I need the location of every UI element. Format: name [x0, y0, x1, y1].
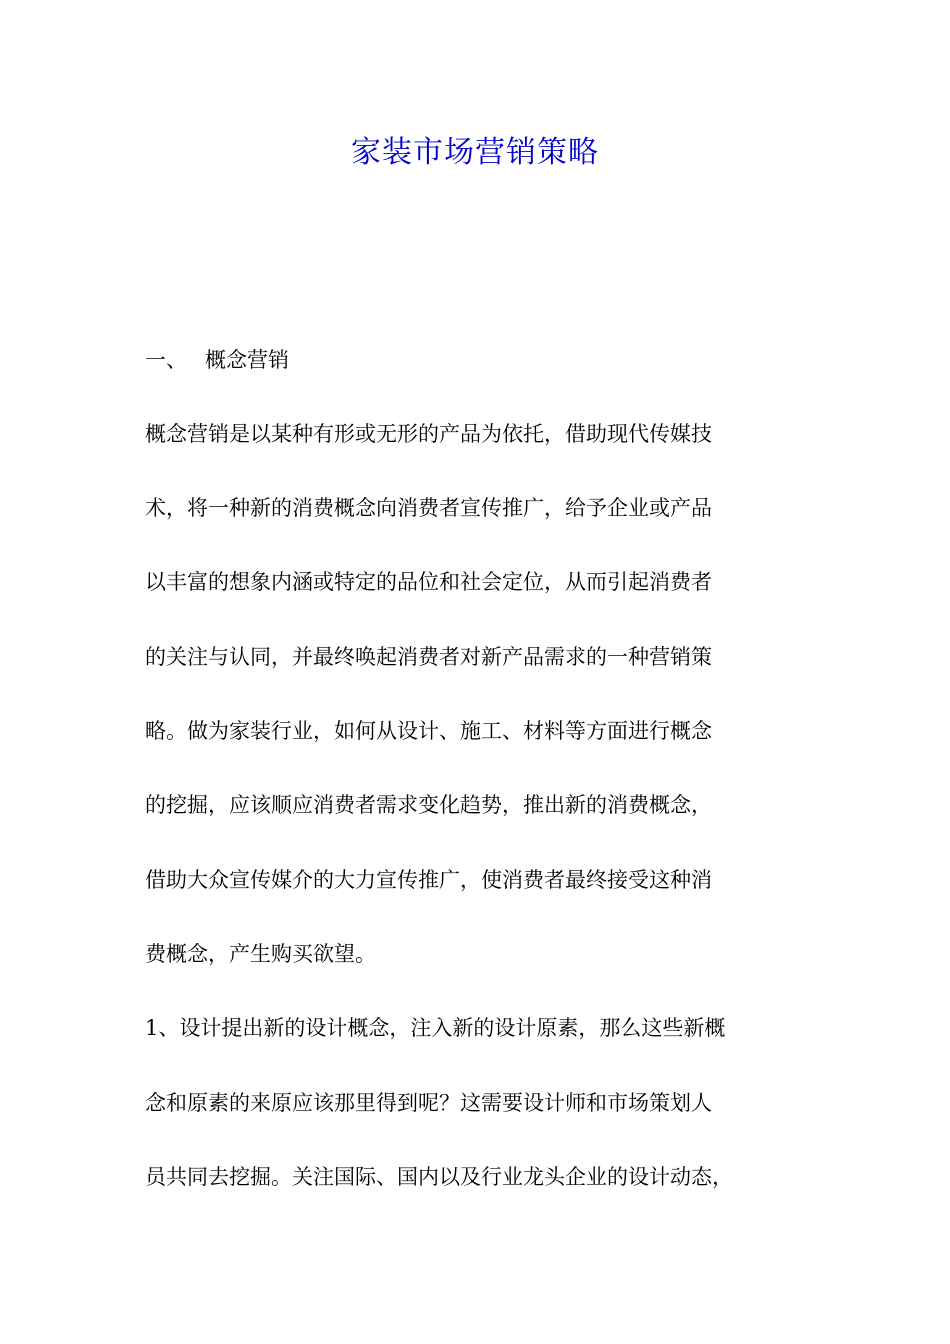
section-title: 概念营销 [205, 348, 289, 372]
body-line: 略。做为家装行业，如何从设计、施工、材料等方面进行概念 [145, 719, 712, 743]
section-heading [145, 338, 289, 382]
body-line: 的关注与认同，并最终唤起消费者对新产品需求的一种营销策 [145, 645, 712, 669]
body-line: 1、设计提出新的设计概念，注入新的设计原素，那么这些新概 [145, 1016, 726, 1040]
body-line: 术，将一种新的消费概念向消费者宣传推广，给予企业或产品 [145, 496, 712, 520]
section-number: 一、 [145, 348, 187, 372]
body-line: 以丰富的想象内涵或特定的品位和社会定位，从而引起消费者 [145, 570, 712, 594]
body-line: 念和原素的来原应该那里得到呢？这需要设计师和市场策划人 [145, 1091, 712, 1115]
body-line: 的挖掘，应该顺应消费者需求变化趋势，推出新的消费概念， [145, 793, 712, 817]
document-title: 家装市场营销策略 [351, 135, 599, 170]
body-line: 概念营销是以某种有形或无形的产品为依托，借助现代传媒技 [145, 422, 712, 446]
body-line: 费概念，产生购买欲望。 [145, 942, 376, 966]
body-line: 借助大众宣传媒介的大力宣传推广，使消费者最终接受这种消 [145, 868, 712, 892]
body-line: 员共同去挖掘。关注国际、国内以及行业龙头企业的设计动态， [145, 1165, 733, 1189]
